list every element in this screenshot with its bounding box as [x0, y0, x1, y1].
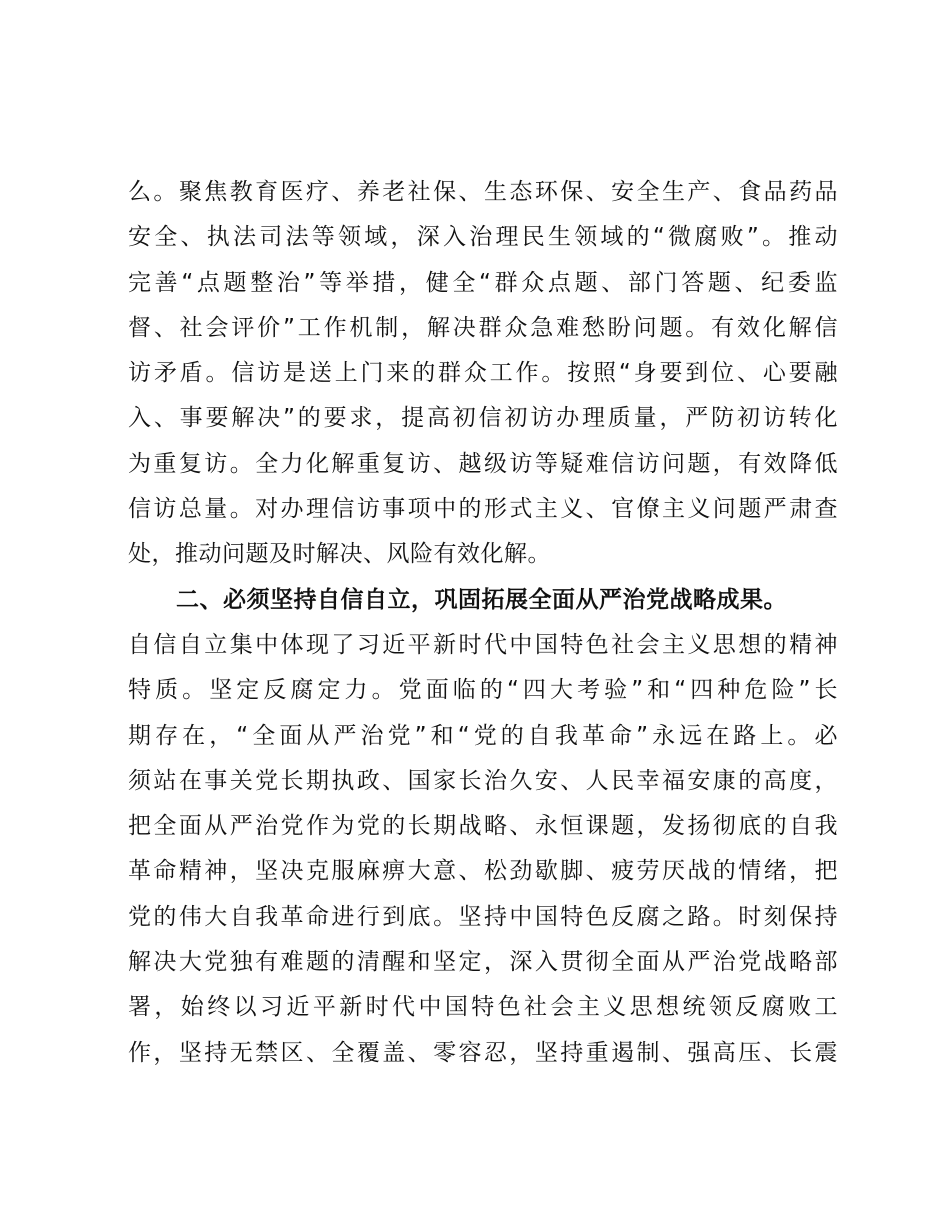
text-line: 访矛盾。信访是送上门来的群众工作。按照“身要到位、心要融	[128, 360, 838, 387]
text-line: 把全面从严治党作为党的长期战略、永恒课题，发扬彻底的自我	[128, 813, 838, 840]
text-line: 么。聚焦教育医疗、养老社保、生态环保、安全生产、食品药品	[128, 179, 838, 205]
text-line: 特质。坚定反腐定力。党面临的“四大考验”和“四种危险”长	[128, 677, 838, 704]
text-line: 署，始终以习近平新时代中国特色社会主义思想统领反腐败工	[128, 994, 838, 1021]
text-line: 党的伟大自我革命进行到底。坚持中国特色反腐之路。时刻保持	[128, 903, 838, 930]
text-line: 信访总量。对办理信访事项中的形式主义、官僚主义问题严肃查	[128, 496, 838, 523]
body-text	[128, 170, 838, 1076]
text-line: 为重复访。全力化解重复访、越级访等疑难信访问题，有效降低	[128, 450, 838, 477]
text-line: 处，推动问题及时解决、风险有效化解。	[128, 541, 551, 568]
text-line: 完善“点题整治”等举措，健全“群众点题、部门答题、纪委监	[128, 269, 838, 296]
text-line: 革命精神，坚决克服麻痹大意、松劲歇脚、疲劳厌战的情绪，把	[128, 858, 838, 885]
text-line: 入、事要解决”的要求，提高初信初访办理质量，严防初访转化	[128, 405, 838, 432]
section-heading: 二、必须坚持自信自立，巩固拓展全面从严治党战略成果。	[176, 586, 787, 613]
text-line: 作，坚持无禁区、全覆盖、零容忍，坚持重遏制、强高压、长震	[128, 1039, 838, 1066]
text-line: 须站在事关党长期执政、国家长治久安、人民幸福安康的高度，	[128, 767, 838, 794]
text-line: 期存在，“全面从严治党”和“党的自我革命”永远在路上。必	[128, 722, 838, 749]
text-line: 自信自立集中体现了习近平新时代中国特色社会主义思想的精神	[128, 631, 838, 658]
text-line: 督、社会评价”工作机制，解决群众急难愁盼问题。有效化解信	[128, 314, 838, 341]
text-line: 安全、执法司法等领域，深入治理民生领域的“微腐败”。推动	[128, 224, 838, 251]
text-line: 解决大党独有难题的清醒和坚定，深入贯彻全面从严治党战略部	[128, 949, 838, 976]
